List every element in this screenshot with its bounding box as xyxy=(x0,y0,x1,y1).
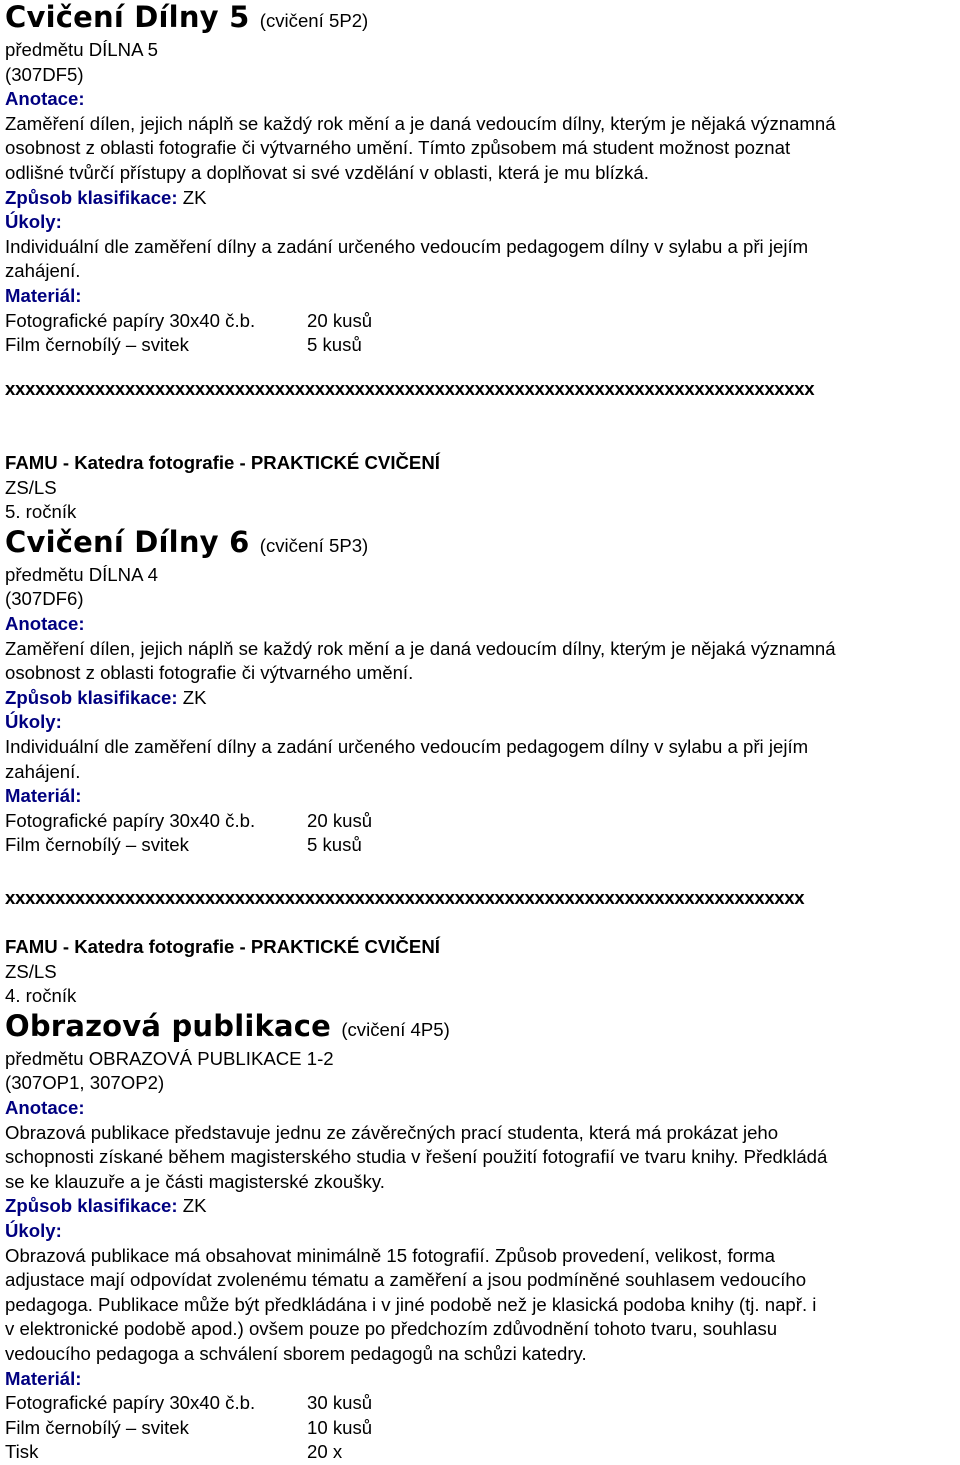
anotace-line: Obrazová publikace představuje jednu ze závěrečných prací studenta, která má prokázat jeho xyxy=(5,1121,779,1143)
ukoly-line: Obrazová publikace má obsahovat minimálně 15 fotografií. Způsob provedení, velikost, forma xyxy=(5,1244,775,1266)
klasifikace-heading: Způsob klasifikace: xyxy=(5,186,178,208)
anotace-line: Zaměření dílen, jejich náplň se každý rok mění a je daná vedoucím dílny, kterým je nějaká významná xyxy=(5,637,836,659)
ukoly-line: zahájení. xyxy=(5,760,81,782)
material-row xyxy=(5,1391,957,1416)
material-row xyxy=(5,333,957,358)
material-item: Film černobílý – svitek xyxy=(5,1416,189,1438)
anotace-heading: Anotace: xyxy=(5,1096,85,1118)
course-subtitle: (cvičení 5P2) xyxy=(259,10,369,31)
material-item: Film černobílý – svitek xyxy=(5,834,189,856)
klasifikace-heading: Způsob klasifikace: xyxy=(5,686,178,708)
section-dilny-6 xyxy=(5,451,957,858)
ukoly-line: pedagoga. Publikace může být předkládána i v jiné podobě než je klasická podoba knihy (tj. např. i xyxy=(5,1293,817,1315)
anotace-line: se ke klauzuře a je části magisterské zkoušky. xyxy=(5,1170,385,1192)
ukoly-heading: Úkoly: xyxy=(5,211,62,233)
course-subtitle: (cvičení 4P5) xyxy=(341,1018,450,1040)
separator-line: xxxxxxxxxxxxxxxxxxxxxxxxxxxxxxxxxxxxxxxxxxxxxxxxxxxxxxxxxxxxxxxxxxxxxxxxxxxxxxxxx xyxy=(5,378,815,399)
ukoly-line: vedoucího pedagoga a schválení sborem pedagogů na schůzi katedry. xyxy=(5,1342,587,1364)
section-obrazova-publikace xyxy=(5,935,957,1465)
course-title: Obrazová publikace (cvičení 4P5) xyxy=(5,1008,450,1043)
subject-code: (307DF6) xyxy=(5,588,84,610)
subject-name: předmětu DÍLNA 4 xyxy=(5,563,158,585)
material-item: Tisk xyxy=(5,1441,39,1463)
ukoly-line: v elektronické podobě apod.) ovšem pouze po předchozím zdůvodnění tohoto tvaru, souhlasu xyxy=(5,1318,778,1340)
anotace-line: odlišné tvůrčí přístupy a doplňovat si své vzdělání v oblasti, která je mu blízká. xyxy=(5,161,649,183)
department-line: FAMU - Katedra fotografie - PRAKTICKÉ CVIČENÍ xyxy=(5,936,440,957)
ukoly-heading: Úkoly: xyxy=(5,711,62,733)
course-title: Cvičení Dílny 6 (cvičení 5P3) xyxy=(5,524,369,559)
material-qty: 20 kusů xyxy=(307,809,373,831)
material-item: Fotografické papíry 30x40 č.b. xyxy=(5,1392,256,1414)
material-item: Fotografické papíry 30x40 č.b. xyxy=(5,809,256,831)
material-qty: 30 kusů xyxy=(307,1392,373,1414)
year-line: 5. ročník xyxy=(5,501,77,523)
material-qty: 5 kusů xyxy=(307,334,362,356)
subject-name: předmětu OBRAZOVÁ PUBLIKACE 1-2 xyxy=(5,1047,334,1069)
anotace-line: Zaměření dílen, jejich náplň se každý rok mění a je daná vedoucím dílny, kterým je nějaká významná xyxy=(5,112,836,134)
klasifikace-value: ZK xyxy=(182,686,207,708)
ukoly-line: zahájení. xyxy=(5,260,81,282)
material-row xyxy=(5,1440,957,1465)
klasifikace-row xyxy=(5,686,957,711)
klasifikace-row xyxy=(5,1194,957,1219)
material-item: Fotografické papíry 30x40 č.b. xyxy=(5,309,256,331)
klasifikace-value: ZK xyxy=(182,186,207,208)
department-line: FAMU - Katedra fotografie - PRAKTICKÉ CVIČENÍ xyxy=(5,452,440,473)
course-subtitle: (cvičení 5P3) xyxy=(259,534,369,556)
klasifikace-value: ZK xyxy=(182,1195,207,1217)
material-qty: 5 kusů xyxy=(307,834,362,856)
subject-name: předmětu DÍLNA 5 xyxy=(5,39,158,60)
anotace-heading: Anotace: xyxy=(5,612,85,634)
klasifikace-heading: Způsob klasifikace: xyxy=(5,1195,178,1217)
material-heading: Materiál: xyxy=(5,284,82,306)
section-dilny-5 xyxy=(5,0,957,358)
year-line: 4. ročník xyxy=(5,985,77,1007)
ukoly-line: Individuální dle zaměření dílny a zadání určeného vedoucím pedagogem dílny v sylabu a při jejím xyxy=(5,235,809,257)
material-heading: Materiál: xyxy=(5,785,82,807)
separator-line: xxxxxxxxxxxxxxxxxxxxxxxxxxxxxxxxxxxxxxxxxxxxxxxxxxxxxxxxxxxxxxxxxxxxxxxxxxxxxxxx xyxy=(5,887,805,908)
ukoly-line: adjustace mají odpovídat zvolenému tématu a zaměření a jsou podmíněné souhlasem vedoucího xyxy=(5,1269,807,1291)
material-row xyxy=(5,809,957,834)
subject-code: (307DF5) xyxy=(5,63,84,85)
material-qty: 20 x xyxy=(307,1441,343,1463)
material-qty: 10 kusů xyxy=(307,1416,373,1438)
material-heading: Materiál: xyxy=(5,1367,82,1389)
semester-line: ZS/LS xyxy=(5,476,57,498)
material-item: Film černobílý – svitek xyxy=(5,334,189,356)
course-title: Cvičení Dílny 5 (cvičení 5P2) xyxy=(5,0,369,34)
anotace-heading: Anotace: xyxy=(5,88,85,110)
klasifikace-row xyxy=(5,186,957,211)
material-row xyxy=(5,833,957,858)
material-row xyxy=(5,1416,957,1441)
ukoly-line: Individuální dle zaměření dílny a zadání určeného vedoucím pedagogem dílny v sylabu a při jejím xyxy=(5,735,809,757)
material-qty: 20 kusů xyxy=(307,309,373,331)
subject-code: (307OP1, 307OP2) xyxy=(5,1072,165,1094)
anotace-line: osobnost z oblasti fotografie či výtvarného umění. Tímto způsobem má student možnost poznat xyxy=(5,137,791,159)
ukoly-heading: Úkoly: xyxy=(5,1219,62,1241)
material-row xyxy=(5,309,957,334)
anotace-line: osobnost z oblasti fotografie či výtvarného umění. xyxy=(5,662,414,684)
anotace-line: schopnosti získané během magisterského studia v řešení použití fotografií ve tvaru knihy. Předkládá xyxy=(5,1146,828,1168)
semester-line: ZS/LS xyxy=(5,960,57,982)
